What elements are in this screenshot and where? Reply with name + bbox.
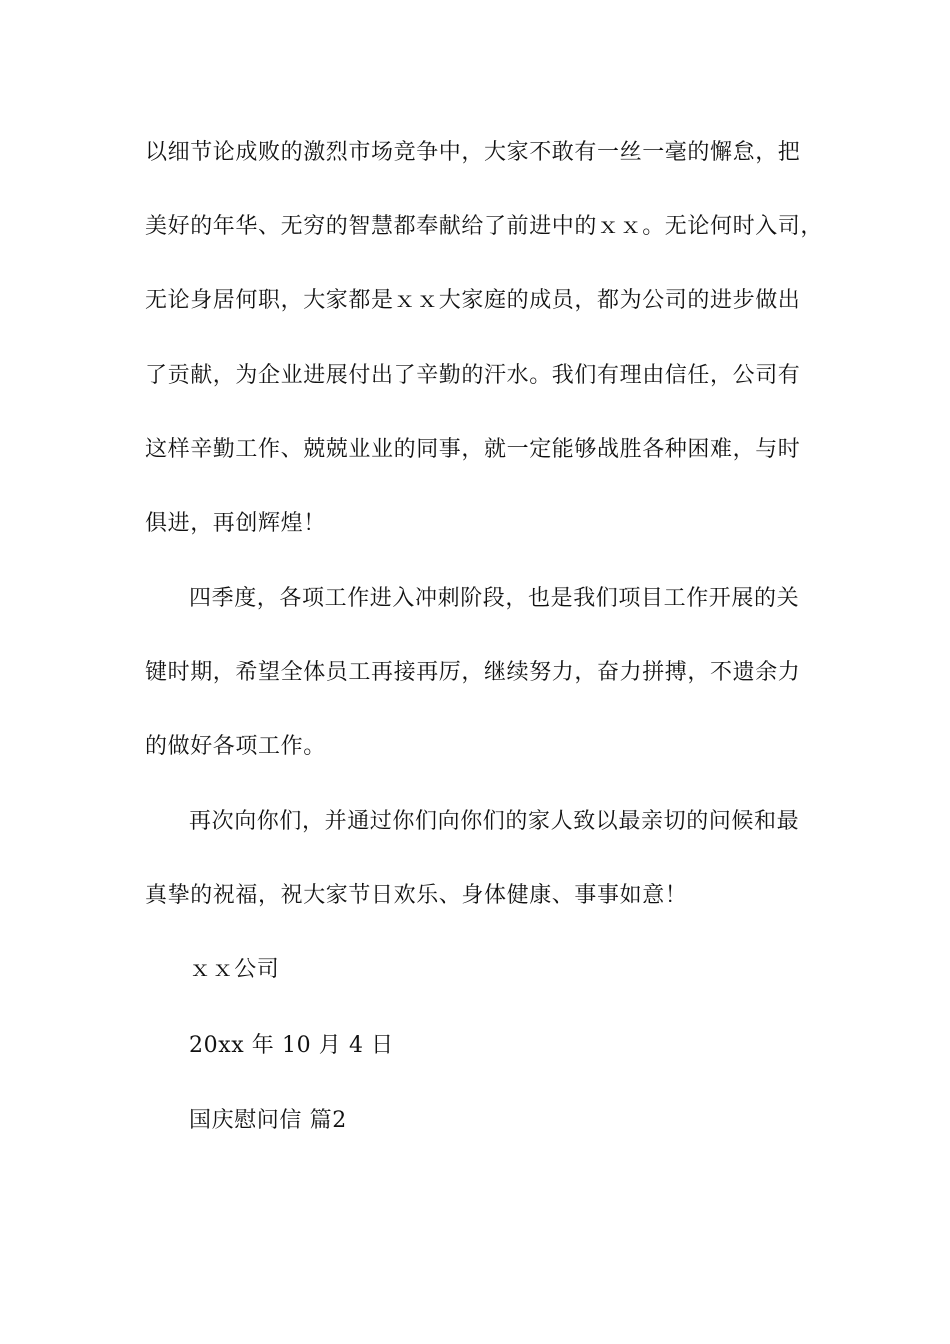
paragraph-1-line-5: 这样辛勤工作、兢兢业业的同事，就一定能够战胜各种困难，与时 — [145, 437, 801, 462]
paragraph-1-line-6: 俱进，再创辉煌！ — [145, 511, 326, 536]
signature-date: 20xx 年 10 月 4 日 — [189, 1033, 394, 1058]
paragraph-2-line-3: 的做好各项工作。 — [145, 734, 326, 759]
paragraph-2-line-1: 四季度，各项工作进入冲刺阶段，也是我们项目工作开展的关 — [189, 586, 800, 611]
paragraph-1-line-4: 了贡献，为企业进展付出了辛勤的汗水。我们有理由信任，公司有 — [145, 363, 801, 388]
paragraph-1-line-1: 以细节论成败的激烈市场竞争中，大家不敢有一丝一毫的懈怠，把 — [145, 140, 801, 165]
paragraph-3-line-2: 真挚的祝福，祝大家节日欢乐、身体健康、事事如意！ — [145, 883, 688, 908]
paragraph-3-line-1: 再次向你们，并通过你们向你们的家人致以最亲切的问候和最 — [189, 809, 800, 834]
next-letter-heading: 国庆慰问信 篇2 — [189, 1108, 347, 1133]
signature-company: ｘｘ公司 — [189, 957, 280, 982]
paragraph-2-line-2: 键时期，希望全体员工再接再厉，继续努力，奋力拼搏，不遗余力 — [145, 660, 801, 685]
paragraph-1-line-2: 美好的年华、无穷的智慧都奉献给了前进中的ｘｘ。无论何时入司， — [145, 214, 824, 239]
paragraph-1-line-3: 无论身居何职，大家都是ｘｘ大家庭的成员，都为公司的进步做出 — [145, 288, 801, 313]
